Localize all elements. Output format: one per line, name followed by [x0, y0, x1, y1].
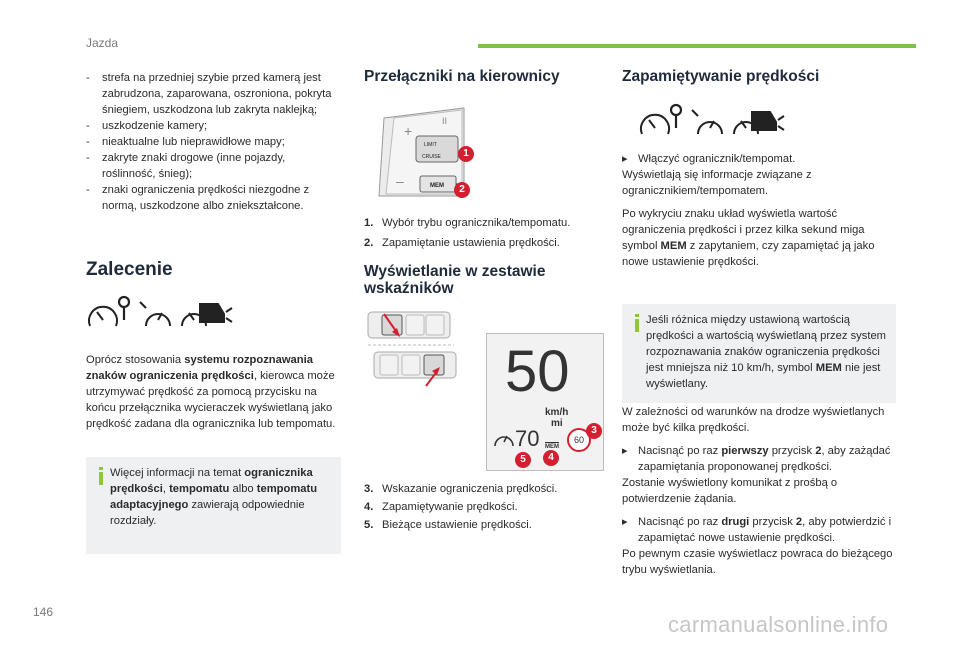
pause-label: II [442, 116, 448, 126]
cluster-legend [364, 481, 604, 533]
cruise-speedometer-icon [140, 302, 170, 326]
list-item: - nieaktualne lub nieprawidłowe mapy; [86, 136, 285, 148]
steering-switches-title: Przełączniki na kierownicy [364, 68, 560, 85]
legend-item: 3. Wskazanie ograniczenia prędkości. [364, 483, 558, 495]
legend-item: 5. Bieżące ustawienie prędkości. [364, 519, 532, 531]
unit-mi: mi [551, 418, 563, 429]
limit-label: LIMIT [424, 142, 437, 148]
speed-memorisation-title: Zapamiętywanie prędkości [622, 68, 820, 85]
list-item: - uszkodzenie kamery; [86, 120, 208, 132]
info-icon [630, 314, 644, 332]
step-item: ▸ Włączyć ogranicznik/tempomat. [622, 153, 796, 165]
adaptive-cruise-icon [182, 304, 232, 326]
adaptive-cruise-icon [734, 112, 784, 134]
speed-icons-row [638, 100, 798, 142]
paragraph: Po pewnym czasie wyświetlacz powraca do bieżącego trybu wyświetlania. [622, 548, 893, 576]
legend-item: 4. Zapamiętywanie prędkości. [364, 501, 518, 513]
speed-icons-row [86, 292, 246, 334]
list-item: - znaki ograniczenia prędkości niezgodne z normą, uszkodzone albo zniekształcone. [86, 184, 310, 212]
current-speed: 50 [505, 339, 570, 404]
list-item: - strefa na przedniej szybie przed kamerą jest zabrudzona, zaparowana, oszroniona, pokryta śniegiem, uszkodzona lub zakryta naklejką; [86, 72, 332, 116]
callout-badge-5: 5 [515, 452, 531, 468]
paragraph: Po wykryciu znaku układ wyświetla wartość ograniczenia prędkości i przez kilka sekund miga symbol MEM z zapytaniem, czy zapamiętać ją jako nowe ustawienie prędkości. [622, 208, 875, 268]
memorisation-text [622, 151, 894, 270]
legend-item: 2. Zapamiętanie ustawienia prędkości. [364, 237, 560, 249]
speed-limit-sign: 60 [567, 428, 591, 452]
paragraph: Zostanie wyświetlony komunikat z prośbą o potwierdzenie żądania. [622, 477, 838, 505]
callout-badge-3: 3 [586, 423, 602, 439]
recommendation-title: Zalecenie [86, 259, 173, 280]
instrument-cluster-display [486, 333, 604, 471]
info-box: Jeśli różnica między ustawioną wartością prędkości a wartością wyświetlaną przez system rozpoznawania znaków ograniczenia prędkości jest mniejsza niż 10 km/h, symbol MEM nie jest wyświetlany. [622, 304, 896, 403]
section-header: Jazda [86, 36, 119, 50]
legend-item: 1. Wybór trybu ogranicznika/tempomatu. [364, 217, 571, 229]
step-item: ▸ Nacisnąć po raz pierwszy przycisk 2, aby zażądać zapamiętania proponowanej prędkości. [622, 445, 891, 473]
unit-kmh: km/h [545, 407, 569, 418]
lever-diagram [364, 308, 464, 390]
mem-indicator: MEM [545, 444, 559, 450]
speedometer-icon [641, 115, 669, 134]
memorisation-steps [622, 404, 894, 578]
header-accent-bar [478, 44, 916, 48]
cruise-speedometer-icon [493, 428, 517, 448]
set-speed: 70 [515, 426, 540, 451]
info-box: Więcej informacji na temat ogranicznika prędkości, tempomatu albo tempomatu adaptacyjnego zawierają odpowiednie rozdziały. [86, 457, 341, 554]
callout-badge-4: 4 [543, 450, 559, 466]
list-item: - zakryte znaki drogowe (inne pojazdy, roślinność, śnieg); [86, 152, 286, 180]
info-icon [94, 467, 108, 485]
speed-limit-icon [119, 297, 129, 320]
speedometer-icon [89, 307, 117, 326]
cruise-speedometer-icon [692, 110, 722, 134]
switch-legend [364, 215, 604, 251]
cruise-label: CRUISE [422, 154, 441, 160]
minus-label: – [396, 173, 404, 189]
mem-label: MEM [430, 183, 444, 189]
causes-list [86, 70, 341, 214]
paragraph: W zależności od warunków na drodze wyświetlanych może być kilka prędkości. [622, 406, 885, 434]
cluster-display-title: Wyświetlanie w zestawie wskaźników [364, 263, 546, 297]
callout-badge-2: 2 [454, 182, 470, 198]
plus-label: + [404, 123, 413, 139]
paragraph: Wyświetlają się informacje związane z ogranicznikiem/tempomatem. [622, 169, 812, 197]
step-item: ▸ Nacisnąć po raz drugi przycisk 2, aby potwierdzić i zapamiętać nowe ustawienie prędkości. [622, 516, 892, 544]
callout-badge-1: 1 [458, 146, 474, 162]
watermark: carmanualsonline.info [668, 612, 889, 637]
recommendation-text: Oprócz stosowania systemu rozpoznawania znaków ograniczenia prędkości, kierowca może utrzymywać prędkość za pomocą przycisku na końcu przełącznika wycieraczek wyświetlaną jako prędkość zadana dla ogranicznika lub tempomatu. [86, 354, 336, 430]
speed-limit-icon [671, 105, 681, 128]
page-number: 146 [33, 605, 54, 619]
